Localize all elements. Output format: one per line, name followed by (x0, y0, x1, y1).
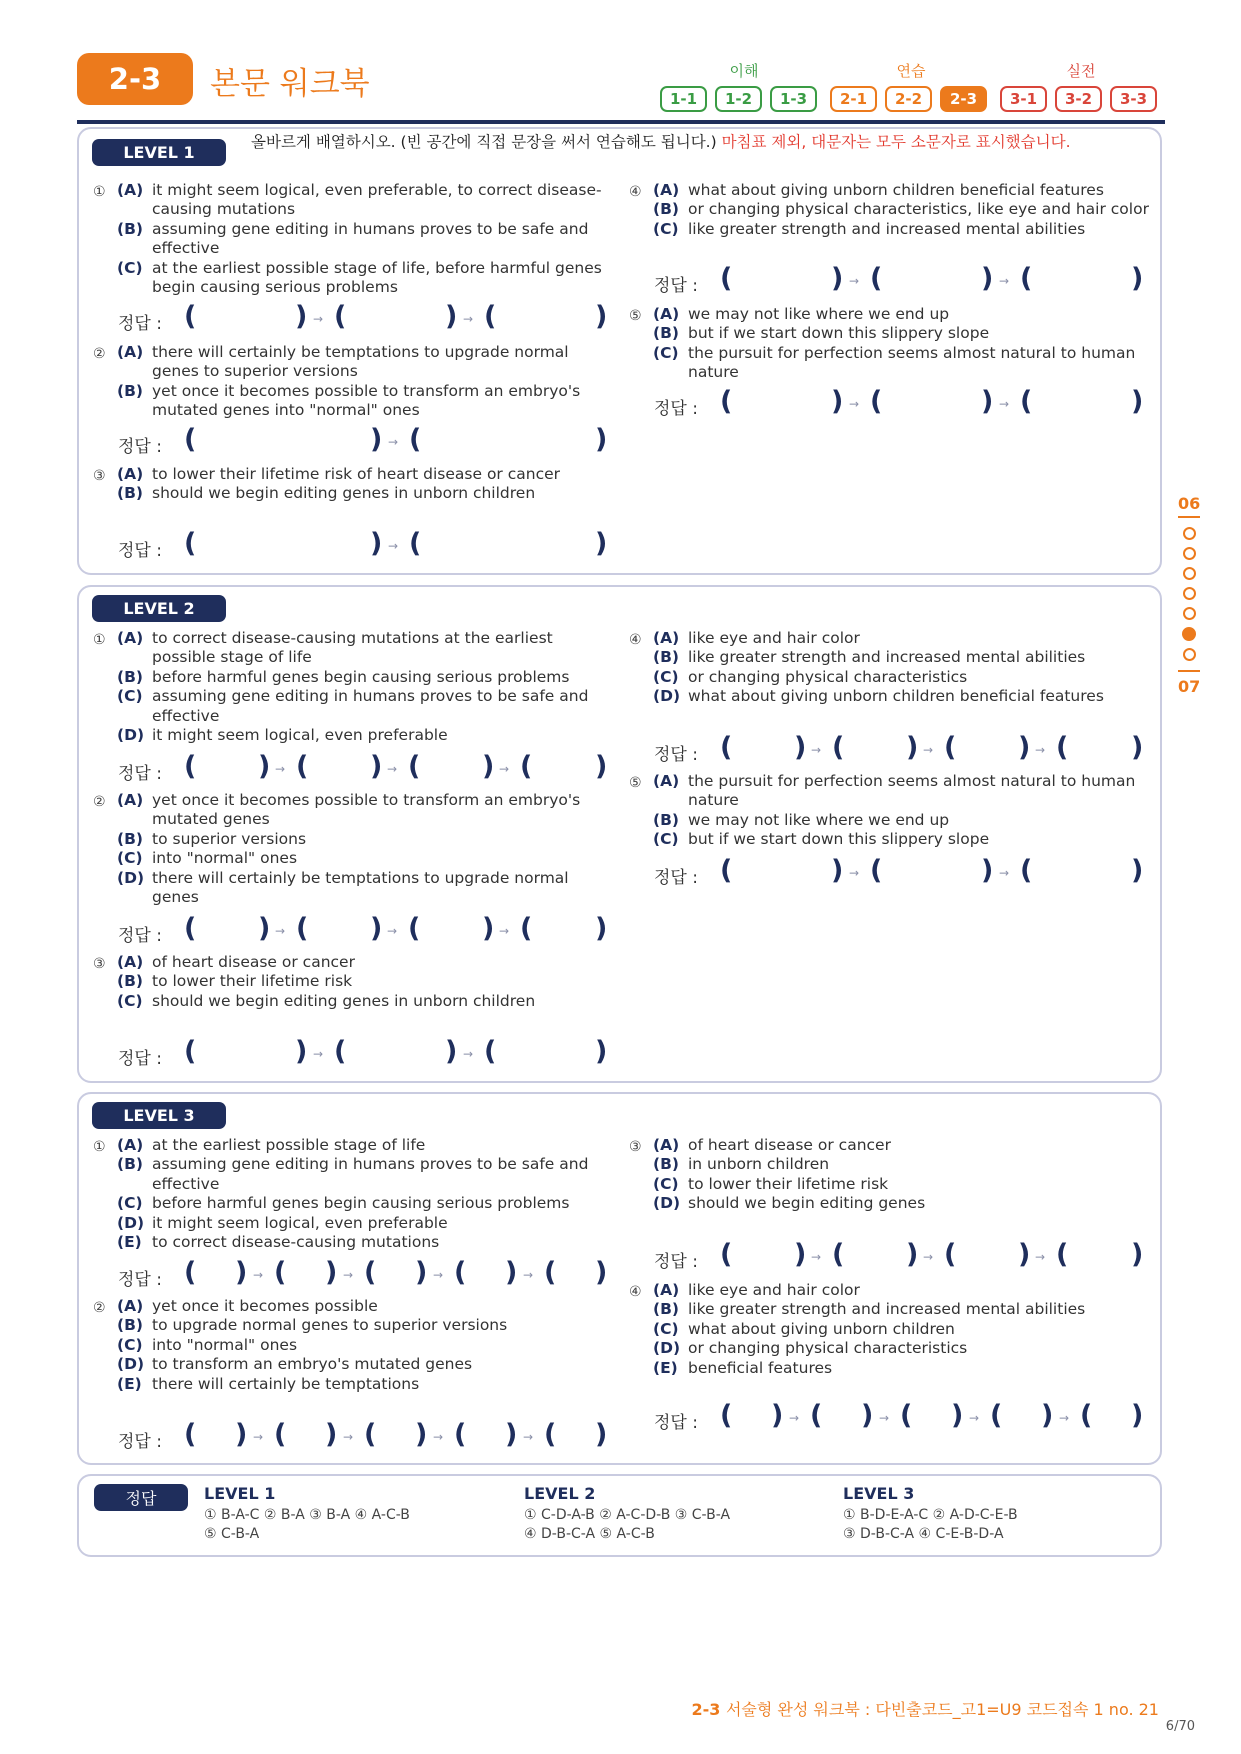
l2-q5-answer-line[interactable]: 정답 : ( ) → ( ) → ( ) (654, 855, 1144, 888)
l2-q4-answer-line[interactable]: 정답 : ( ) → ( ) → ( ) → ( ) (654, 732, 1144, 765)
l3-q3-answer-line[interactable]: 정답 : ( ) → ( ) → ( ) → ( ) (654, 1239, 1144, 1272)
l1-question-1: ① (A) it might seem logical, even preferable, to correct disease-causing mutations (B) assuming gene editing in humans proves to be safe and effective (C) at the earliest possible stage of life, before harmful genes begin causing serious problems (93, 181, 602, 297)
side-nav-dot[interactable] (1183, 587, 1196, 600)
answer-key-badge: 정답 (94, 1484, 188, 1511)
nav-3-2[interactable]: 3-2 (1055, 86, 1102, 112)
l2-question-3: ③ (A) of heart disease or cancer (B) to lower their lifetime risk (C) should we begin editing genes in unborn children (93, 953, 536, 1010)
side-nav-bottom-line (1178, 670, 1200, 672)
nav-3-1[interactable]: 3-1 (1000, 86, 1047, 112)
level1-badge: LEVEL 1 (92, 139, 226, 166)
answer-key-level3: LEVEL 3 ① B-D-E-A-C ② A-D-C-E-B ③ D-B-C-A ④ C-E-B-D-A (843, 1484, 1018, 1542)
group-label-exam: 실전 (1066, 62, 1096, 80)
l1-q1-answer-line[interactable]: 정답 : ( ) → ( ) → ( ) (118, 301, 608, 334)
page-title: 본문 워크북 (210, 66, 370, 102)
nav-2-2[interactable]: 2-2 (885, 86, 932, 112)
answer-key-level1: LEVEL 1 ① B-A-C ② B-A ③ B-A ④ A-C-B ⑤ C-B-A (204, 1484, 410, 1542)
answer-key-level2: LEVEL 2 ① C-D-A-B ② A-C-D-B ③ C-B-A ④ D-B-C-A ⑤ A-C-B (524, 1484, 731, 1542)
l1-q5-answer-line[interactable]: 정답 : ( ) → ( ) → ( ) (654, 386, 1144, 419)
level1-instruction: 올바르게 배열하시오. (빈 공간에 직접 문장을 써서 연습해도 됩니다.) 마침표 제외, 대문자는 모두 소문자로 표시했습니다. (251, 133, 1071, 151)
side-nav-dot[interactable] (1183, 547, 1196, 560)
side-nav-dot[interactable] (1183, 648, 1196, 661)
l1-question-2: ② (A) there will certainly be temptations to upgrade normal genes to superior versions (B) yet once it becomes possible to transform an embryo's mutated genes into "normal" ones (93, 343, 581, 420)
side-nav-dot[interactable] (1183, 567, 1196, 580)
nav-3-3[interactable]: 3-3 (1110, 86, 1157, 112)
l3-q2-answer-line[interactable]: 정답 : ( ) → ( ) → ( ) → ( ) → ( ) (118, 1419, 608, 1452)
nav-2-1[interactable]: 2-1 (830, 86, 877, 112)
l1-question-5: ⑤ (A) we may not like where we end up (B) but if we start down this slippery slope (C) the pursuit for perfection seems almost natural to human nature (629, 305, 1136, 382)
l2-question-2: ② (A) yet once it becomes possible to transform an embryo's mutated genes (B) to superior versions (C) into "normal" ones (D) there will certainly be temptations to upgrade normal genes (93, 791, 581, 907)
nav-1-3[interactable]: 1-3 (770, 86, 817, 112)
page-number: 6/70 (1165, 1719, 1195, 1734)
l1-question-3: ③ (A) to lower their lifetime risk of heart disease or cancer (B) should we begin editing genes in unborn children (93, 465, 560, 503)
l2-question-4: ④ (A) like eye and hair color (B) like greater strength and increased mental abilities (C) or changing physical characteristics (D) what about giving unborn children beneficial features (629, 629, 1104, 706)
l2-q1-answer-line[interactable]: 정답 : ( ) → ( ) → ( ) → ( ) (118, 751, 608, 784)
side-nav-dot[interactable] (1183, 527, 1196, 540)
nav-1-2[interactable]: 1-2 (715, 86, 762, 112)
l3-q1-answer-line[interactable]: 정답 : ( ) → ( ) → ( ) → ( ) → ( ) (118, 1257, 608, 1290)
l3-question-1: ① (A) at the earliest possible stage of life (B) assuming gene editing in humans proves to be safe and effective (C) before harmful genes begin causing serious problems (D) it might seem logical, even preferable (E) to correct disease-causing mutations (93, 1136, 589, 1252)
l3-question-3: ③ (A) of heart disease or cancer (B) in unborn children (C) to lower their lifetime risk (D) should we begin editing genes (629, 1136, 926, 1213)
section-badge: 2-3 (77, 53, 193, 105)
nav-2-3[interactable]: 2-3 (940, 86, 987, 112)
l3-question-2: ② (A) yet once it becomes possible (B) to upgrade normal genes to superior versions (C) into "normal" ones (D) to transform an embryo's mutated genes (E) there will certainly be temptations (93, 1297, 508, 1393)
l2-question-1: ① (A) to correct disease-causing mutations at the earliest possible stage of life (B) before harmful genes begin causing serious problems (C) assuming gene editing in humans proves to be safe and effective (D) it might seem logical, even preferable (93, 629, 589, 745)
header-divider (77, 120, 1165, 124)
l3-question-4: ④ (A) like eye and hair color (B) like greater strength and increased mental abilities (C) what about giving unborn children (D) or changing physical characteristics (E) beneficial features (629, 1281, 1086, 1377)
group-label-understand: 이해 (729, 62, 759, 80)
side-nav-top-line (1178, 516, 1200, 518)
l1-q3-answer-line[interactable]: 정답 : ( ) → ( ) (118, 528, 608, 561)
l1-q2-answer-line[interactable]: 정답 : ( ) → ( ) (118, 424, 608, 457)
side-nav-bottom-number: 07 (1178, 677, 1201, 696)
side-nav-dot-active[interactable] (1182, 627, 1196, 641)
l3-q4-answer-line[interactable]: 정답 : ( ) → ( ) → ( ) → ( ) → ( ) (654, 1400, 1144, 1433)
level3-badge: LEVEL 3 (92, 1102, 226, 1129)
l1-question-4: ④ (A) what about giving unborn children beneficial features (B) or changing physical characteristics, like eye and hair color (C) like greater strength and increased mental abilities (629, 181, 1149, 238)
side-nav-top-number: 06 (1178, 494, 1201, 513)
footer-text: 2-3 서술형 완성 워크북 : 다빈출코드_고1=U9 코드접속 1 no. 21 (691, 1700, 1159, 1719)
level2-badge: LEVEL 2 (92, 595, 226, 622)
l2-q3-answer-line[interactable]: 정답 : ( ) → ( ) → ( ) (118, 1036, 608, 1069)
nav-1-1[interactable]: 1-1 (660, 86, 707, 112)
group-label-practice: 연습 (896, 62, 926, 80)
side-nav-dot[interactable] (1183, 607, 1196, 620)
l2-question-5: ⑤ (A) the pursuit for perfection seems almost natural to human nature (B) we may not like where we end up (C) but if we start down this slippery slope (629, 772, 1136, 849)
l2-q2-answer-line[interactable]: 정답 : ( ) → ( ) → ( ) → ( ) (118, 913, 608, 946)
l1-q4-answer-line[interactable]: 정답 : ( ) → ( ) → ( ) (654, 263, 1144, 296)
